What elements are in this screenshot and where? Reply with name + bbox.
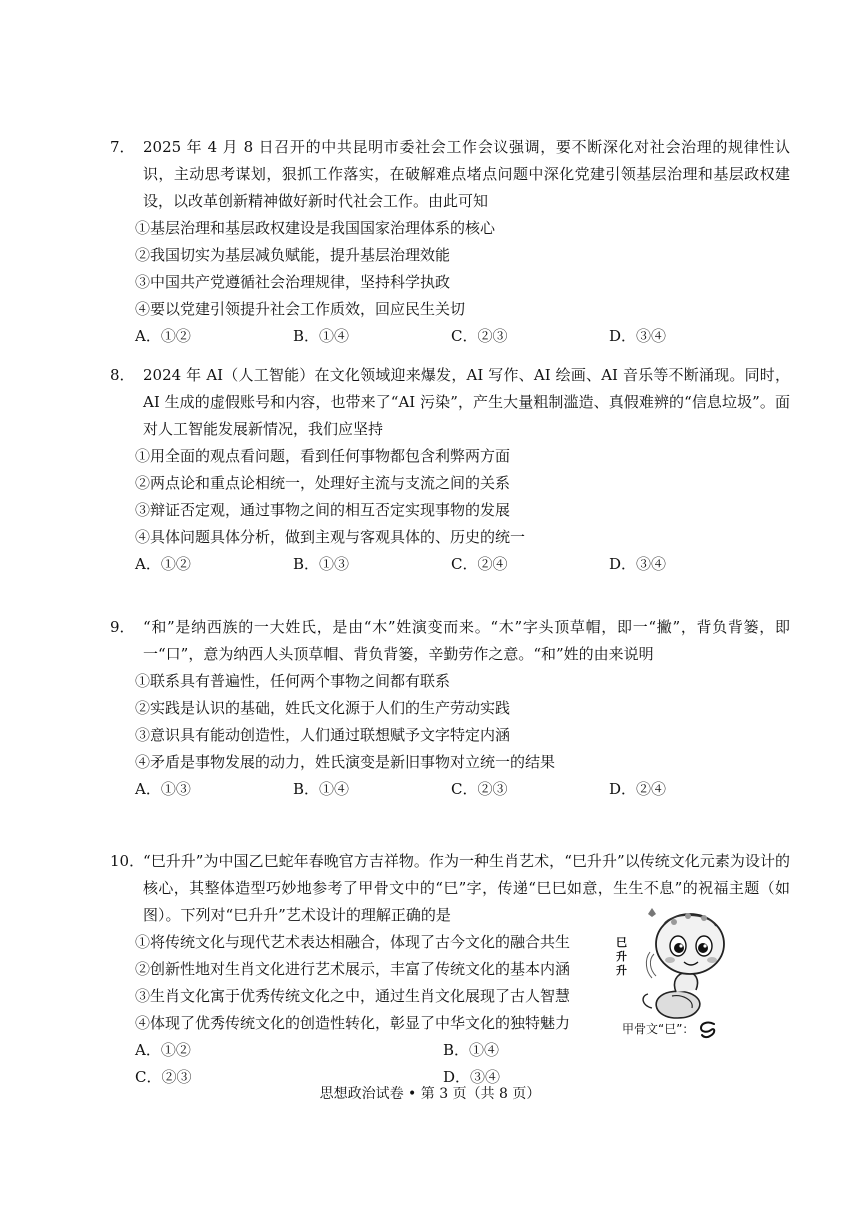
figure-caption (622, 1020, 720, 1039)
option-4: ④要以党建引领提升社会工作质效，回应民生关切 (135, 300, 466, 318)
choice-a[interactable]: A．①② (135, 1041, 191, 1059)
question-number: 8． (110, 366, 135, 384)
label-char: 巳 (616, 936, 627, 949)
question-7 (110, 134, 790, 350)
answer-choices (110, 551, 790, 578)
stem-text: “和”是纳西族的一大姓氏，是由“木”姓演变而来。“木”字头顶草帽，即一“撇”，背负背篓，即一“口”，意为纳西人头顶草帽、背负背篓，辛勤劳作之意。“和”姓的由来说明 (143, 618, 790, 663)
question-7-stem (110, 134, 790, 215)
choice-c[interactable]: C．②③ (451, 780, 508, 798)
caption-text: 甲骨文“巳”： (622, 1022, 695, 1036)
question-8 (110, 362, 790, 578)
option-2: ②创新性地对生肖文化进行艺术展示，丰富了传统文化的基本内涵 (135, 960, 571, 978)
answer-choices (110, 323, 790, 350)
option-3: ③意识具有能动创造性，人们通过联想赋予文字特定内涵 (135, 726, 511, 744)
option-2: ②我国切实为基层减负赋能，提升基层治理效能 (135, 246, 451, 264)
question-9-stem (110, 614, 790, 668)
choice-b[interactable]: B．①④ (443, 1041, 500, 1059)
oracle-bone-si-glyph-icon (698, 1021, 720, 1039)
label-char: 升 (616, 964, 627, 977)
choice-a[interactable]: A．①② (135, 555, 191, 573)
stem-text: 2024 年 AI（人工智能）在文化领域迎来爆发，AI 写作、AI 绘画、AI 音乐等不断涌现。同时，AI 生成的虚假账号和内容，也带来了“AI 污染”，产生大量粗制滥造、真假难辨的“信息垃圾”。面对人工智能发展新情况，我们应坚持 (143, 366, 790, 438)
option-4: ④矛盾是事物发展的动力，姓氏演变是新旧事物对立统一的结果 (135, 753, 556, 771)
option-2: ②实践是认识的基础，姓氏文化源于人们的生产劳动实践 (135, 699, 511, 717)
option-3: ③中国共产党遵循社会治理规律，坚持科学执政 (135, 273, 451, 291)
option-1: ①用全面的观点看问题，看到任何事物都包含利弊两方面 (135, 447, 511, 465)
option-3: ③辩证否定观，通过事物之间的相互否定实现事物的发展 (135, 501, 511, 519)
choice-c[interactable]: C．②③ (451, 327, 508, 345)
choice-b[interactable]: B．①④ (293, 780, 350, 798)
choice-b[interactable]: B．①④ (293, 327, 350, 345)
stem-text: 2025 年 4 月 8 日召开的中共昆明市委社会工作会议强调，要不断深化对社会治理的规律性认识，主动思考谋划，狠抓工作落实，在破解难点堵点问题中深化党建引领基层治理和基层政权建设，以改革创新精神做好新时代社会工作。由此可知 (143, 138, 790, 210)
label-char: 升 (616, 950, 627, 963)
choice-c[interactable]: C．②③ (135, 1068, 192, 1086)
choice-c[interactable]: C．②④ (451, 555, 508, 573)
question-9 (110, 614, 790, 803)
question-number: 9． (110, 618, 135, 636)
choice-a[interactable]: A．①② (135, 327, 191, 345)
option-1: ①联系具有普遍性，任何两个事物之间都有联系 (135, 672, 451, 690)
choice-b[interactable]: B．①③ (293, 555, 350, 573)
option-1: ①基层治理和基层政权建设是我国国家治理体系的核心 (135, 219, 496, 237)
snake-mascot-illustration (612, 900, 752, 1020)
choice-d[interactable]: D．②④ (609, 780, 667, 798)
page-footer: 思想政治试卷 • 第 3 页（共 8 页） (319, 1086, 541, 1102)
answer-choices (110, 776, 790, 803)
option-3: ③生肖文化寓于优秀传统文化之中，通过生肖文化展现了古人智慧 (135, 987, 571, 1005)
choice-a[interactable]: A．①③ (135, 780, 191, 798)
option-2: ②两点论和重点论相统一，处理好主流与支流之间的关系 (135, 474, 511, 492)
option-1: ①将传统文化与现代艺术表达相融合，体现了古今文化的融合共生 (135, 933, 571, 951)
option-4: ④体现了优秀传统文化的创造性转化，彰显了中华文化的独特魅力 (135, 1014, 571, 1032)
choice-d[interactable]: D．③④ (443, 1068, 501, 1086)
question-number: 10． (110, 852, 145, 870)
choice-d[interactable]: D．③④ (609, 555, 667, 573)
stem-text: “巳升升”为中国乙巳蛇年春晚官方吉祥物。作为一种生肖艺术，“巳升升”以传统文化元素为设计的核心，其整体造型巧妙地参考了甲骨文中的“巳”字，传递“巳巳如意，生生不息”的祝福主题（如图）。下列对“巳升升”艺术设计的理解正确的是 (143, 852, 790, 924)
question-8-stem (110, 362, 790, 443)
question-number: 7． (110, 138, 135, 156)
choice-d[interactable]: D．③④ (609, 327, 667, 345)
mascot-vertical-label (616, 936, 632, 978)
option-4: ④具体问题具体分析，做到主观与客观具体的、历史的统一 (135, 528, 526, 546)
